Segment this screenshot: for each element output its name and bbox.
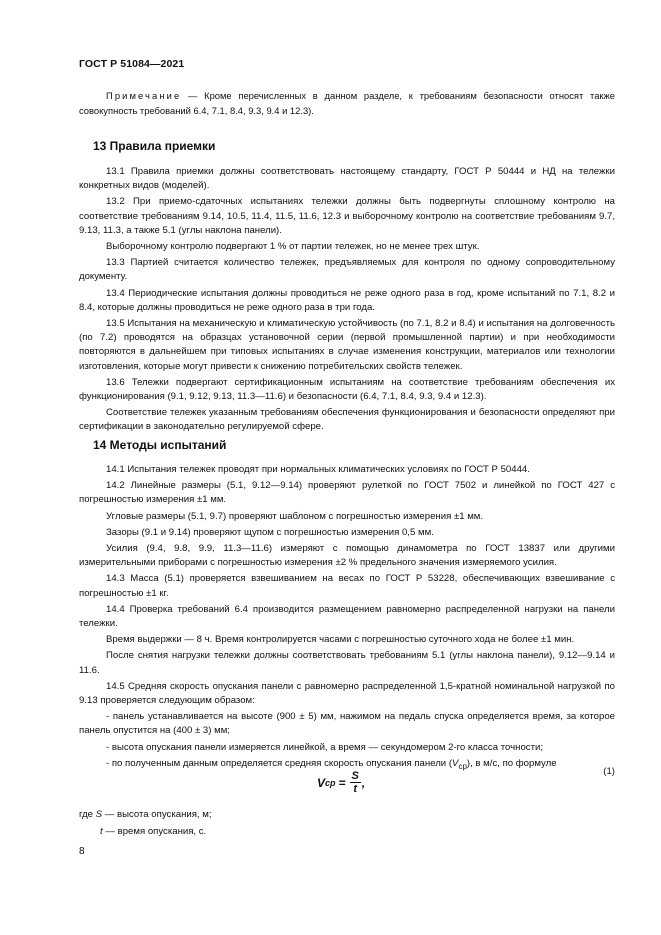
standard-header: ГОСТ Р 51084—2021 bbox=[79, 58, 185, 70]
equation-number: (1) bbox=[603, 766, 615, 777]
paragraph: - высота опускания панели измеряется линейкой, а время — секундомером 2-го класса точности; bbox=[106, 741, 543, 753]
formula-block bbox=[79, 768, 615, 808]
formula-numerator: S bbox=[351, 770, 359, 782]
section-14-body bbox=[79, 463, 615, 776]
formula bbox=[317, 770, 365, 795]
paragraph: 14.3 Масса (5.1) проверяется взвешиванием на весах по ГОСТ Р 53228, обеспечивающих взвешивание с погрешностью ±1 кг. bbox=[79, 573, 615, 599]
text-run: ), в м/с, по формуле bbox=[466, 757, 557, 769]
paragraph: 13.3 Партией считается количество тележек, предъявляемых для контроля по одному сопроводительному документу. bbox=[79, 257, 615, 283]
paragraph: 14.5 Средняя скорость опускания панели с равномерно распределенной 1,5-кратной номинальной нагрузкой по 9.13 проверяется следующим образом: bbox=[79, 680, 615, 707]
section-13-body bbox=[79, 165, 615, 437]
paragraph: После снятия нагрузки тележки должны соответствовать требованиям 5.1 (углы наклона панели), 9.12—9.14 и 11.6. bbox=[79, 650, 615, 676]
paragraph: 14.1 Испытания тележек проводят при нормальных климатических условиях по ГОСТ Р 50444. bbox=[106, 464, 530, 475]
note-text: — Кроме перечисленных в данном разделе, к требованиям безопасности относят также совокупность требований 6.4, 7.1, 8.4, 9.3, 9.4 и 12.3). bbox=[79, 90, 615, 116]
text-run: - по полученным данным определяется средняя скорость опускания панели ( bbox=[106, 757, 453, 769]
paragraph: Угловые размеры (5.1, 9.7) проверяют шаблоном с погрешностью измерения ±1 мм. bbox=[106, 510, 484, 522]
variable: V bbox=[452, 757, 459, 769]
variable: t bbox=[100, 826, 103, 837]
paragraph: 14.2 Линейные размеры (5.1, 9.12—9.14) проверяют рулеткой по ГОСТ 7502 и линейкой по ГОСТ 427 с погрешностью измерения ±1 мм. bbox=[79, 480, 615, 506]
formula-tail: , bbox=[361, 775, 366, 790]
variable: S bbox=[95, 809, 103, 820]
where-row bbox=[79, 823, 212, 840]
paragraph: Зазоры (9.1 и 9.14) проверяют щупом с погрешностью измерения 0,5 мм. bbox=[106, 526, 434, 538]
where-clause bbox=[79, 806, 212, 840]
paragraph: 13.5 Испытания на механическую и климатическую устойчивость (по 7.1, 8.2 и 8.4) и испытания на долговечность (по 7.2) проводятся на образцах установочной серии (первой промышленной партии) и при необходимости повторяются в дальнейшем при типовых испытаниях в случае изменения конструкции, материалов или технологии изготовления, которые могут привести к снижению потребительских свойств тележек. bbox=[79, 318, 615, 372]
text-run: где bbox=[79, 809, 96, 820]
formula-lhs-sub: ср bbox=[325, 777, 336, 788]
paragraph: Выборочному контролю подвергают 1 % от партии тележек, но не менее трех штук. bbox=[106, 241, 480, 253]
paragraph: 13.4 Периодические испытания должны проводиться не реже одного раза в год, кроме испытаний по 7.1, 8.2 и 8.4, которые должны проводиться не реже одного раза в три года. bbox=[79, 287, 615, 313]
paragraph: 13.6 Тележки подвергают сертификационным испытаниям на соответствие требованиям обеспечения их функционирования (9.1, 9.12, 9.13, 11.3—11.6) и безопасности (6.4, 7.1, 8.4, 9.3, 9.4 и 12.3). bbox=[79, 376, 615, 403]
paragraph: 13.2 При приемо-сдаточных испытаниях тележки должны быть подвергнуты сплошному контролю на соответствие требованиям 9.14, 10.5, 11.4, 11.5, 11.6, 12.3 и выборочному контролю на соответствие требованиям 9.7, 9.13, 11.3, а также 5.1 (углы наклона панели). bbox=[79, 196, 615, 236]
section-14-title: 14 Методы испытаний bbox=[93, 438, 227, 452]
formula-equals: = bbox=[338, 775, 346, 790]
section-13-title: 13 Правила приемки bbox=[93, 139, 216, 153]
text-run: — высота опускания, м; bbox=[102, 809, 212, 820]
note-label: Примечание bbox=[106, 90, 182, 101]
where-row bbox=[79, 806, 212, 823]
formula-lhs: V bbox=[317, 775, 326, 790]
paragraph: 14.4 Проверка требований 6.4 производится размещением равномерно распределенной нагрузки на панели тележки. bbox=[79, 603, 615, 630]
paragraph: Время выдержки — 8 ч. Время контролируется часами с погрешностью суточного хода не более ±1 мин. bbox=[106, 634, 575, 646]
paragraph: Соответствие тележек указанным требованиям обеспечения функционирования и безопасности определяют при сертификации в законодательно регулируемой сфере. bbox=[79, 407, 615, 433]
formula-denominator: t bbox=[353, 783, 358, 795]
text-run: — время опускания, с. bbox=[102, 826, 207, 837]
formula-fraction bbox=[350, 770, 361, 795]
page-number: 8 bbox=[79, 846, 85, 857]
paragraph: Усилия (9.4, 9.8, 9.9, 11.3—11.6) измеряют с помощью динамометра по ГОСТ 13837 или другими измерительными приборами с погрешностью измерения ±2 % предельного значения измеряемого усилия. bbox=[79, 543, 615, 569]
paragraph: - панель устанавливается на высоте (900 ± 5) мм, нажимом на педаль спуска определяется время, за которое панель опустится на (400 ± 3) мм; bbox=[79, 711, 615, 737]
note-paragraph bbox=[79, 88, 615, 118]
paragraph: 13.1 Правила приемки должны соответствовать настоящему стандарту, ГОСТ Р 50444 и НД на тележки конкретных видов (моделей). bbox=[79, 166, 615, 192]
subscript: ср bbox=[458, 761, 467, 771]
